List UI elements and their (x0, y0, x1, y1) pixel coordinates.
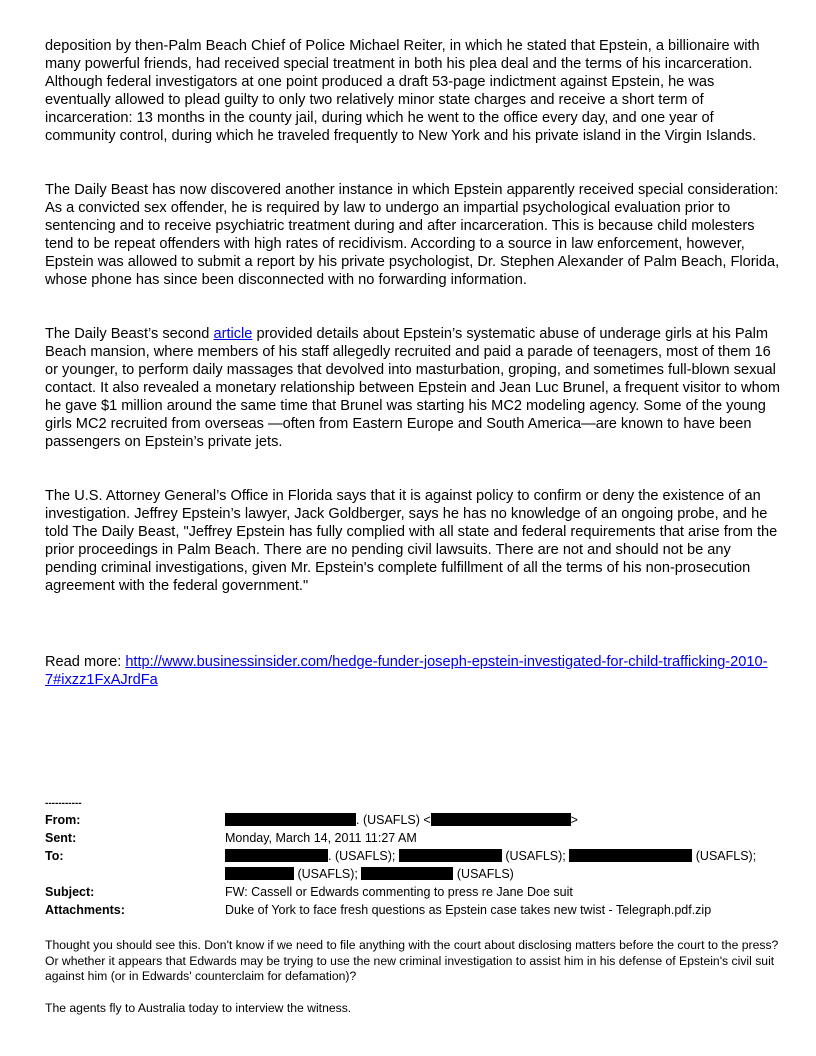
paragraph-1: deposition by then-Palm Beach Chief of Police Michael Reiter, in which he stated that Epstein, a billionaire with many powerful friends, had received special treatment in both his plea deal and the terms of his incarceration. Although federal investigators at one point produced a draft 53-page indictment against Epstein, he was eventually allowed to plead guilty to only two relatively minor state charges and receive a short term of incarceration: 13 months in the county jail, during which he went to the office every day, and one year of community control, during which he traveled frequently to New York and his private island in the Virgin Islands. (45, 38, 760, 144)
read-more (45, 653, 781, 689)
to-r2a: (USAFLS); (297, 867, 358, 881)
read-more-label: Read more: (45, 654, 126, 670)
to-label: To: (45, 849, 64, 863)
email-separator: ----------- (45, 798, 82, 809)
to-r1b: (USAFLS); (505, 849, 566, 863)
from-end: > (570, 813, 578, 827)
sent-label: Sent: (45, 831, 77, 845)
subject-value: FW: Cassell or Edwards commenting to press re Jane Doe suit (225, 885, 573, 899)
redaction-block (361, 867, 453, 880)
paragraph-3-start: The Daily Beast’s second (45, 326, 214, 342)
from-label: From: (45, 813, 81, 827)
to-value-line-2 (225, 865, 514, 883)
paragraph-3 (45, 325, 781, 451)
attachments-label: Attachments: (45, 903, 125, 917)
to-r1c: (USAFLS); (695, 849, 757, 863)
paragraph-3-rest: provided details about Epstein’s systematic abuse of underage girls at his Palm Beach mansion, where members of his staff allegedly recruited and paid a parade of teenagers, most of them 16 or younger, to perform daily massages that devolved into masturbation, groping, and sometimes full-blown sexual contact. It also revealed a monetary relationship between Epstein and Jean Luc Brunel, a frequent visitor to whom he gave $1 million around the same time that Brunel was starting his MC2 modeling agency. Some of the young girls MC2 recruited from overseas —often from Eastern Europe and South America—are known to have been passengers on Epstein’s private jets. (45, 326, 780, 450)
redaction-block (225, 849, 328, 862)
redaction-block (225, 867, 294, 880)
from-value (225, 811, 578, 829)
redaction-block (399, 849, 502, 862)
subject-label: Subject: (45, 885, 95, 899)
redaction-block (225, 813, 356, 826)
to-value-line-1 (225, 847, 756, 865)
sent-value: Monday, March 14, 2011 11:27 AM (225, 831, 417, 845)
redaction-block (431, 813, 571, 826)
to-r1a: . (USAFLS); (328, 849, 396, 863)
attachment-file[interactable]: Duke of York to face fresh questions as Epstein case takes new twist - Telegraph.pdf.zip (225, 903, 712, 917)
from-mid: . (USAFLS) < (356, 813, 431, 827)
email-message-1: Thought you should see this. Don't know if we need to file anything with the court about disclosing matters before the court to the press? Or whether it appears that Edwards may be trying to use the new criminal investigation to assist him in his defense of Epstein's civil suit against him (or in Edwards' counterclaim for defamation)? (45, 938, 779, 983)
email-message-2: The agents fly to Australia today to interview the witness. (45, 1001, 352, 1015)
paragraph-4: The U.S. Attorney General’s Office in Florida says that it is against policy to confirm or deny the existence of an investigation. Jeffrey Epstein’s lawyer, Jack Goldberger, says he has no knowledge of an ongoing probe, and he told The Daily Beast, "Jeffrey Epstein has fully complied with all state and federal requirements that arise from the prior proceedings in Palm Beach. There are no pending civil lawsuits. There are not and should not be any pending criminal investigations, given Mr. Epstein's complete fulfillment of all the terms of his non-prosecution agreement with the federal government." (45, 488, 778, 594)
to-r2b: (USAFLS) (456, 867, 514, 881)
read-more-link[interactable]: http://www.businessinsider.com/hedge-funder-joseph-epstein-investigated-for-child-trafficking-2010-7#ixzz1FxAJrdFa (45, 654, 768, 688)
paragraph-2: The Daily Beast has now discovered another instance in which Epstein apparently received special consideration: As a convicted sex offender, he is required by law to undergo an impartial psychological evaluation prior to sentencing and to receive psychiatric treatment during and after incarceration. This is because child molesters tend to be repeat offenders with high rates of recidivism. According to a source in law enforcement, however, Epstein was allowed to submit a report by his private psychologist, Dr. Stephen Alexander of Palm Beach, Florida, whose phone has since been disconnected with no forwarding information. (45, 182, 780, 288)
article-link[interactable]: article (213, 326, 253, 342)
redaction-block (569, 849, 692, 862)
